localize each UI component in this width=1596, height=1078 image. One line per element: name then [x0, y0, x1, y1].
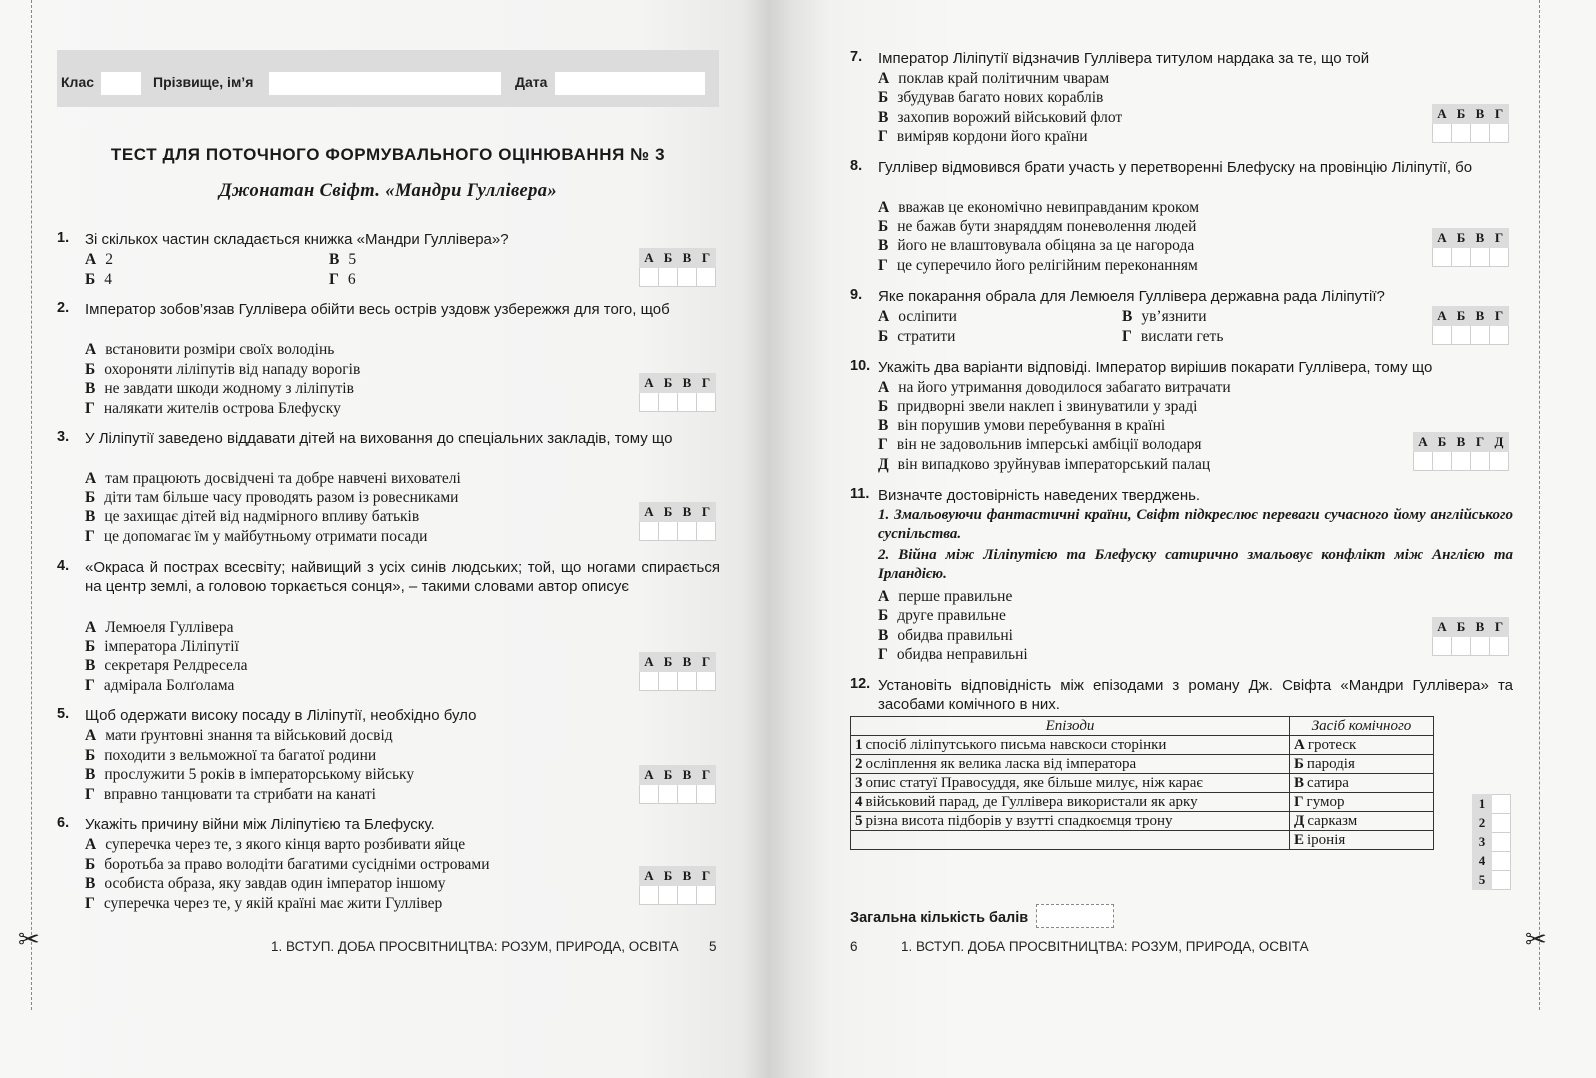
option-a[interactable]: А Лемюеля Гуллівера [85, 619, 234, 636]
option-a[interactable]: А на його утримання доводилося забагато витрачати [878, 379, 1231, 396]
option-c[interactable]: В прослужити 5 років в імператорському війську [85, 766, 415, 783]
option-c[interactable]: В особиста образа, яку завдав один імператор іншому [85, 875, 446, 892]
option-b[interactable]: Б не бажав бути знаряддям поневолення людей [878, 218, 1197, 235]
matching-answer-grid: 1 2 3 4 5 [1472, 794, 1511, 890]
name-label: Прізвище, ім’я [153, 74, 254, 90]
question-text: Визначте достовірність наведених тверджень. [878, 487, 1201, 504]
question-text: Яке покарання обрала для Лемюеля Гуллівера державна рада Ліліпутії? [878, 288, 1385, 305]
cut-line-left [31, 0, 32, 1010]
option-b[interactable]: Б походити з вельможної та багатої родини [85, 747, 377, 764]
option-e[interactable]: Д він випадково зруйнував імператорський палац [878, 456, 1211, 473]
question-number: 4. [57, 558, 70, 574]
option-d[interactable]: Г вправно танцювати та стрибати на канаті [85, 786, 376, 803]
scissors-icon: ✂ [1525, 924, 1547, 954]
answer-grid: А Б В Г Д [1413, 432, 1509, 471]
answer-grid: А Б В Г [1432, 104, 1509, 143]
question-text: Установіть відповідність між епізодами з роману Дж. Свіфта «Мандри Гуллівера» та засобами комічного в них. [878, 677, 1513, 713]
question-text: Укажіть причину війни між Ліліпутією та Блефуску. [85, 816, 435, 833]
option-c[interactable]: В захопив ворожий військовий флот [878, 109, 1123, 126]
option-c[interactable]: В це захищає дітей від надмірного впливу батьків [85, 508, 420, 525]
answer-grid: А Б В Г [639, 652, 716, 691]
option-a[interactable]: А осліпити [878, 308, 957, 325]
means-cell: Г гумор [1290, 793, 1434, 812]
question-number: 10. [850, 358, 871, 374]
date-field[interactable] [555, 72, 705, 95]
class-label: Клас [61, 74, 95, 90]
option-c[interactable]: В не завдати шкоди жодному з ліліпутів [85, 380, 354, 397]
option-a[interactable]: А вважав це економічно невиправданим кроком [878, 199, 1200, 216]
question-number: 7. [850, 49, 863, 65]
option-d[interactable]: Г адмірала Болґолама [85, 677, 235, 694]
option-d[interactable]: Г він не задовольнив імперські амбіції володаря [878, 436, 1202, 453]
option-d[interactable]: Г це суперечило його релігійним переконанням [878, 257, 1198, 274]
option-a[interactable]: А там працюють досвідчені та добре навчені вихователі [85, 470, 461, 487]
scissors-icon: ✂ [18, 924, 40, 954]
statement-2: 2. Війна між Ліліпутією та Блефуску сатирично змальовує конфлікт між Англією та Ірландією. [878, 547, 1513, 582]
option-a[interactable]: А 2 [85, 251, 113, 268]
question-number: 5. [57, 706, 70, 722]
date-label: Дата [515, 74, 548, 90]
option-c[interactable]: В він порушив умови перебування в країні [878, 417, 1166, 434]
episode-row-empty [851, 831, 1290, 850]
answer-grid: А Б В Г [1432, 228, 1509, 267]
option-a[interactable]: А поклав край політичним чварам [878, 70, 1110, 87]
option-b[interactable]: Б 4 [85, 271, 112, 288]
option-d[interactable]: Г суперечка через те, у якій країні має жити Гуллівер [85, 895, 443, 912]
option-b[interactable]: Б стратити [878, 328, 956, 345]
option-b[interactable]: Б придворні звели наклеп і звинуватили у зраді [878, 398, 1198, 415]
answer-grid: А Б В Г [639, 866, 716, 905]
option-b[interactable]: Б діти там більше часу проводять разом із ровесниками [85, 489, 459, 506]
means-cell: Б пародія [1290, 755, 1434, 774]
option-d[interactable]: Г налякати жителів острова Блефуску [85, 400, 341, 417]
option-d[interactable]: Г виміряв кордони його країни [878, 128, 1088, 145]
question-text: «Окраса й пострах всесвіту; найвищий з усіх синів людських; той, що ногами спирається на центр землі, а головою торкається сонця», – такими словами автор описує [85, 559, 720, 595]
answer-grid: А Б В Г [639, 248, 716, 287]
episodes-header: Епізоди [851, 717, 1290, 736]
option-d[interactable]: Г 6 [329, 271, 356, 288]
answer-grid: А Б В Г [639, 502, 716, 541]
option-d[interactable]: Г обидва неправильні [878, 646, 1028, 663]
total-score-label: Загальна кількість балів [850, 910, 1029, 926]
test-title: ТЕСТ ДЛЯ ПОТОЧНОГО ФОРМУВАЛЬНОГО ОЦІНЮВАННЯ № 3 [110, 145, 666, 164]
question-number: 2. [57, 300, 70, 316]
option-b[interactable]: Б боротьба за право володіти багатими сусідніми островами [85, 856, 490, 873]
option-c[interactable]: В секретаря Релдресела [85, 657, 248, 674]
option-c[interactable]: В ув’язнити [1122, 308, 1207, 325]
question-number: 6. [57, 815, 70, 831]
means-cell: Д сарказм [1290, 812, 1434, 831]
episode-row: 4 військовий парад, де Гуллівера використали як арку [851, 793, 1290, 812]
option-a[interactable]: А суперечка через те, з якого кінця варто розбивати яйце [85, 836, 466, 853]
name-field[interactable] [269, 72, 501, 95]
option-c[interactable]: В його не влаштовувала обіцяна за це нагорода [878, 237, 1195, 254]
means-cell: В сатира [1290, 774, 1434, 793]
question-number: 1. [57, 230, 70, 246]
answer-grid: А Б В Г [1432, 617, 1509, 656]
question-text: Імператор зобов’язав Гуллівера обійти весь острів уздовж узбережжя для того, щоб [85, 301, 670, 318]
episode-row: 1 спосіб ліліпутського письма навскоси сторінки [851, 736, 1290, 755]
question-text: Гуллівер відмовився брати участь у перетворенні Блефуску на провінцію Ліліпутії, бо [878, 159, 1473, 176]
question-text: Імператор Ліліпутії відзначив Гуллівера титулом нардака за те, що той [878, 50, 1370, 67]
question-text: Зі скількох частин складається книжка «Мандри Гуллівера»? [85, 231, 509, 248]
episode-row: 3 опис статуї Правосуддя, яке більше милує, ніж карає [851, 774, 1290, 793]
means-cell: А гротеск [1290, 736, 1434, 755]
statement-1: 1. Змальовуючи фантастичні країни, Свіфт підкреслює переваги сучасного йому англійського суспільства. [878, 507, 1513, 542]
test-subtitle: Джонатан Свіфт. «Мандри Гуллівера» [218, 181, 558, 201]
question-text: Укажіть два варіанти відповіді. Імператор вирішив покарати Гуллівера, тому що [878, 359, 1433, 376]
question-number: 9. [850, 287, 863, 303]
option-b[interactable]: Б збудував багато нових кораблів [878, 89, 1104, 106]
total-score-field[interactable] [1036, 904, 1114, 928]
page-number-left: 5 [709, 939, 717, 954]
question-number: 3. [57, 429, 70, 445]
class-field[interactable] [101, 72, 141, 95]
cut-line-right [1539, 0, 1540, 1010]
answer-grid: А Б В Г [1432, 306, 1509, 345]
option-b[interactable]: Б імператора Ліліпутії [85, 638, 239, 655]
student-info-bar [57, 50, 719, 107]
matching-table [850, 716, 1434, 850]
running-footer-left: 1. ВСТУП. ДОБА ПРОСВІТНИЦТВА: РОЗУМ, ПРИРОДА, ОСВІТА [271, 939, 679, 954]
question-number: 11. [850, 486, 870, 502]
page-number-right: 6 [850, 939, 858, 954]
means-cell: Е іронія [1290, 831, 1434, 850]
running-footer-right: 1. ВСТУП. ДОБА ПРОСВІТНИЦТВА: РОЗУМ, ПРИРОДА, ОСВІТА [901, 939, 1309, 954]
option-a[interactable]: А встановити розміри своїх володінь [85, 341, 335, 358]
option-a[interactable]: А мати ґрунтовні знання та військовий досвід [85, 727, 393, 744]
question-number: 8. [850, 158, 863, 174]
option-c[interactable]: В 5 [329, 251, 357, 268]
option-d[interactable]: Г це допомагає їм у майбутньому отримати посади [85, 528, 428, 545]
option-d[interactable]: Г вислати геть [1122, 328, 1224, 345]
means-header: Засіб комічного [1290, 717, 1434, 736]
answer-grid: А Б В Г [639, 373, 716, 412]
answer-grid: А Б В Г [639, 765, 716, 804]
question-text: У Ліліпутії заведено віддавати дітей на виховання до спеціальних закладів, тому що [85, 430, 673, 447]
option-b[interactable]: Б друге правильне [878, 607, 1006, 624]
question-text: Щоб одержати високу посаду в Ліліпутії, необхідно було [85, 707, 477, 724]
option-c[interactable]: В обидва правильні [878, 627, 1013, 644]
question-number: 12. [850, 676, 871, 692]
option-b[interactable]: Б охороняти ліліпутів від нападу ворогів [85, 361, 361, 378]
option-a[interactable]: А перше правильне [878, 588, 1013, 605]
episode-row: 5 різна висота підборів у взутті спадкоємця трону [851, 812, 1290, 831]
episode-row: 2 осліплення як велика ласка від імператора [851, 755, 1290, 774]
